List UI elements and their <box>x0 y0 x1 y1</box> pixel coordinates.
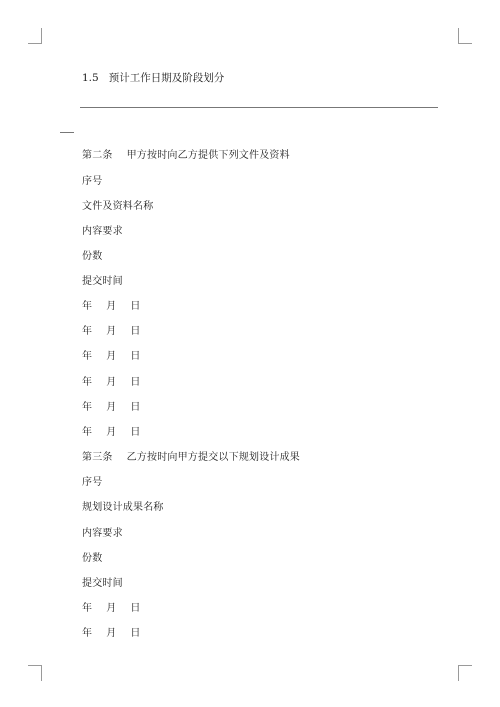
date-day: 日 <box>130 377 141 388</box>
article-3-number: 第三条 <box>82 452 113 463</box>
date-row <box>82 398 141 413</box>
date-day: 日 <box>130 628 141 639</box>
article-2-header-index: 序号 <box>82 176 103 187</box>
date-year: 年 <box>82 351 93 362</box>
date-month: 月 <box>106 628 117 639</box>
article-2-header-copies: 份数 <box>82 251 103 262</box>
article-2-heading <box>82 146 290 161</box>
crop-mark-bottom-left <box>28 665 42 681</box>
article-2-text: 甲方按时向乙方提供下列文件及资料 <box>126 150 290 161</box>
date-year: 年 <box>82 427 93 438</box>
short-rule <box>60 132 74 133</box>
date-month: 月 <box>106 427 117 438</box>
fill-in-line <box>80 107 438 108</box>
date-year: 年 <box>82 603 93 614</box>
date-day: 日 <box>130 402 141 413</box>
crop-mark-top-right <box>458 28 472 44</box>
date-row <box>82 423 141 438</box>
section-number: 1.5 <box>82 72 99 84</box>
date-row <box>82 297 141 312</box>
date-year: 年 <box>82 326 93 337</box>
crop-mark-top-left <box>28 28 42 44</box>
article-3-header-copies: 份数 <box>82 553 103 564</box>
article-2-header-requirements: 内容要求 <box>82 226 123 237</box>
date-month: 月 <box>106 402 117 413</box>
article-3-header-date: 提交时间 <box>82 578 123 589</box>
date-month: 月 <box>106 377 117 388</box>
date-row <box>82 624 141 639</box>
article-3-header-requirements: 内容要求 <box>82 528 123 539</box>
article-3-header-name: 规划设计成果名称 <box>82 502 164 513</box>
date-month: 月 <box>106 351 117 362</box>
date-year: 年 <box>82 377 93 388</box>
date-day: 日 <box>130 351 141 362</box>
date-day: 日 <box>130 427 141 438</box>
article-2-header-name: 文件及资料名称 <box>82 201 154 212</box>
article-2-header-date: 提交时间 <box>82 276 123 287</box>
date-row <box>82 373 141 388</box>
date-year: 年 <box>82 402 93 413</box>
date-row <box>82 322 141 337</box>
date-month: 月 <box>106 603 117 614</box>
article-3-heading <box>82 448 300 463</box>
date-year: 年 <box>82 628 93 639</box>
date-row <box>82 599 141 614</box>
date-day: 日 <box>130 326 141 337</box>
date-month: 月 <box>106 301 117 312</box>
section-title: 预计工作日期及阶段划分 <box>108 72 225 84</box>
crop-mark-bottom-right <box>458 665 472 681</box>
date-year: 年 <box>82 301 93 312</box>
date-month: 月 <box>106 326 117 337</box>
date-day: 日 <box>130 603 141 614</box>
section-heading <box>82 70 224 85</box>
date-day: 日 <box>130 301 141 312</box>
date-row <box>82 347 141 362</box>
article-2-number: 第二条 <box>82 150 113 161</box>
article-3-text: 乙方按时向甲方提交以下规划设计成果 <box>126 452 301 463</box>
article-3-header-index: 序号 <box>82 477 103 488</box>
